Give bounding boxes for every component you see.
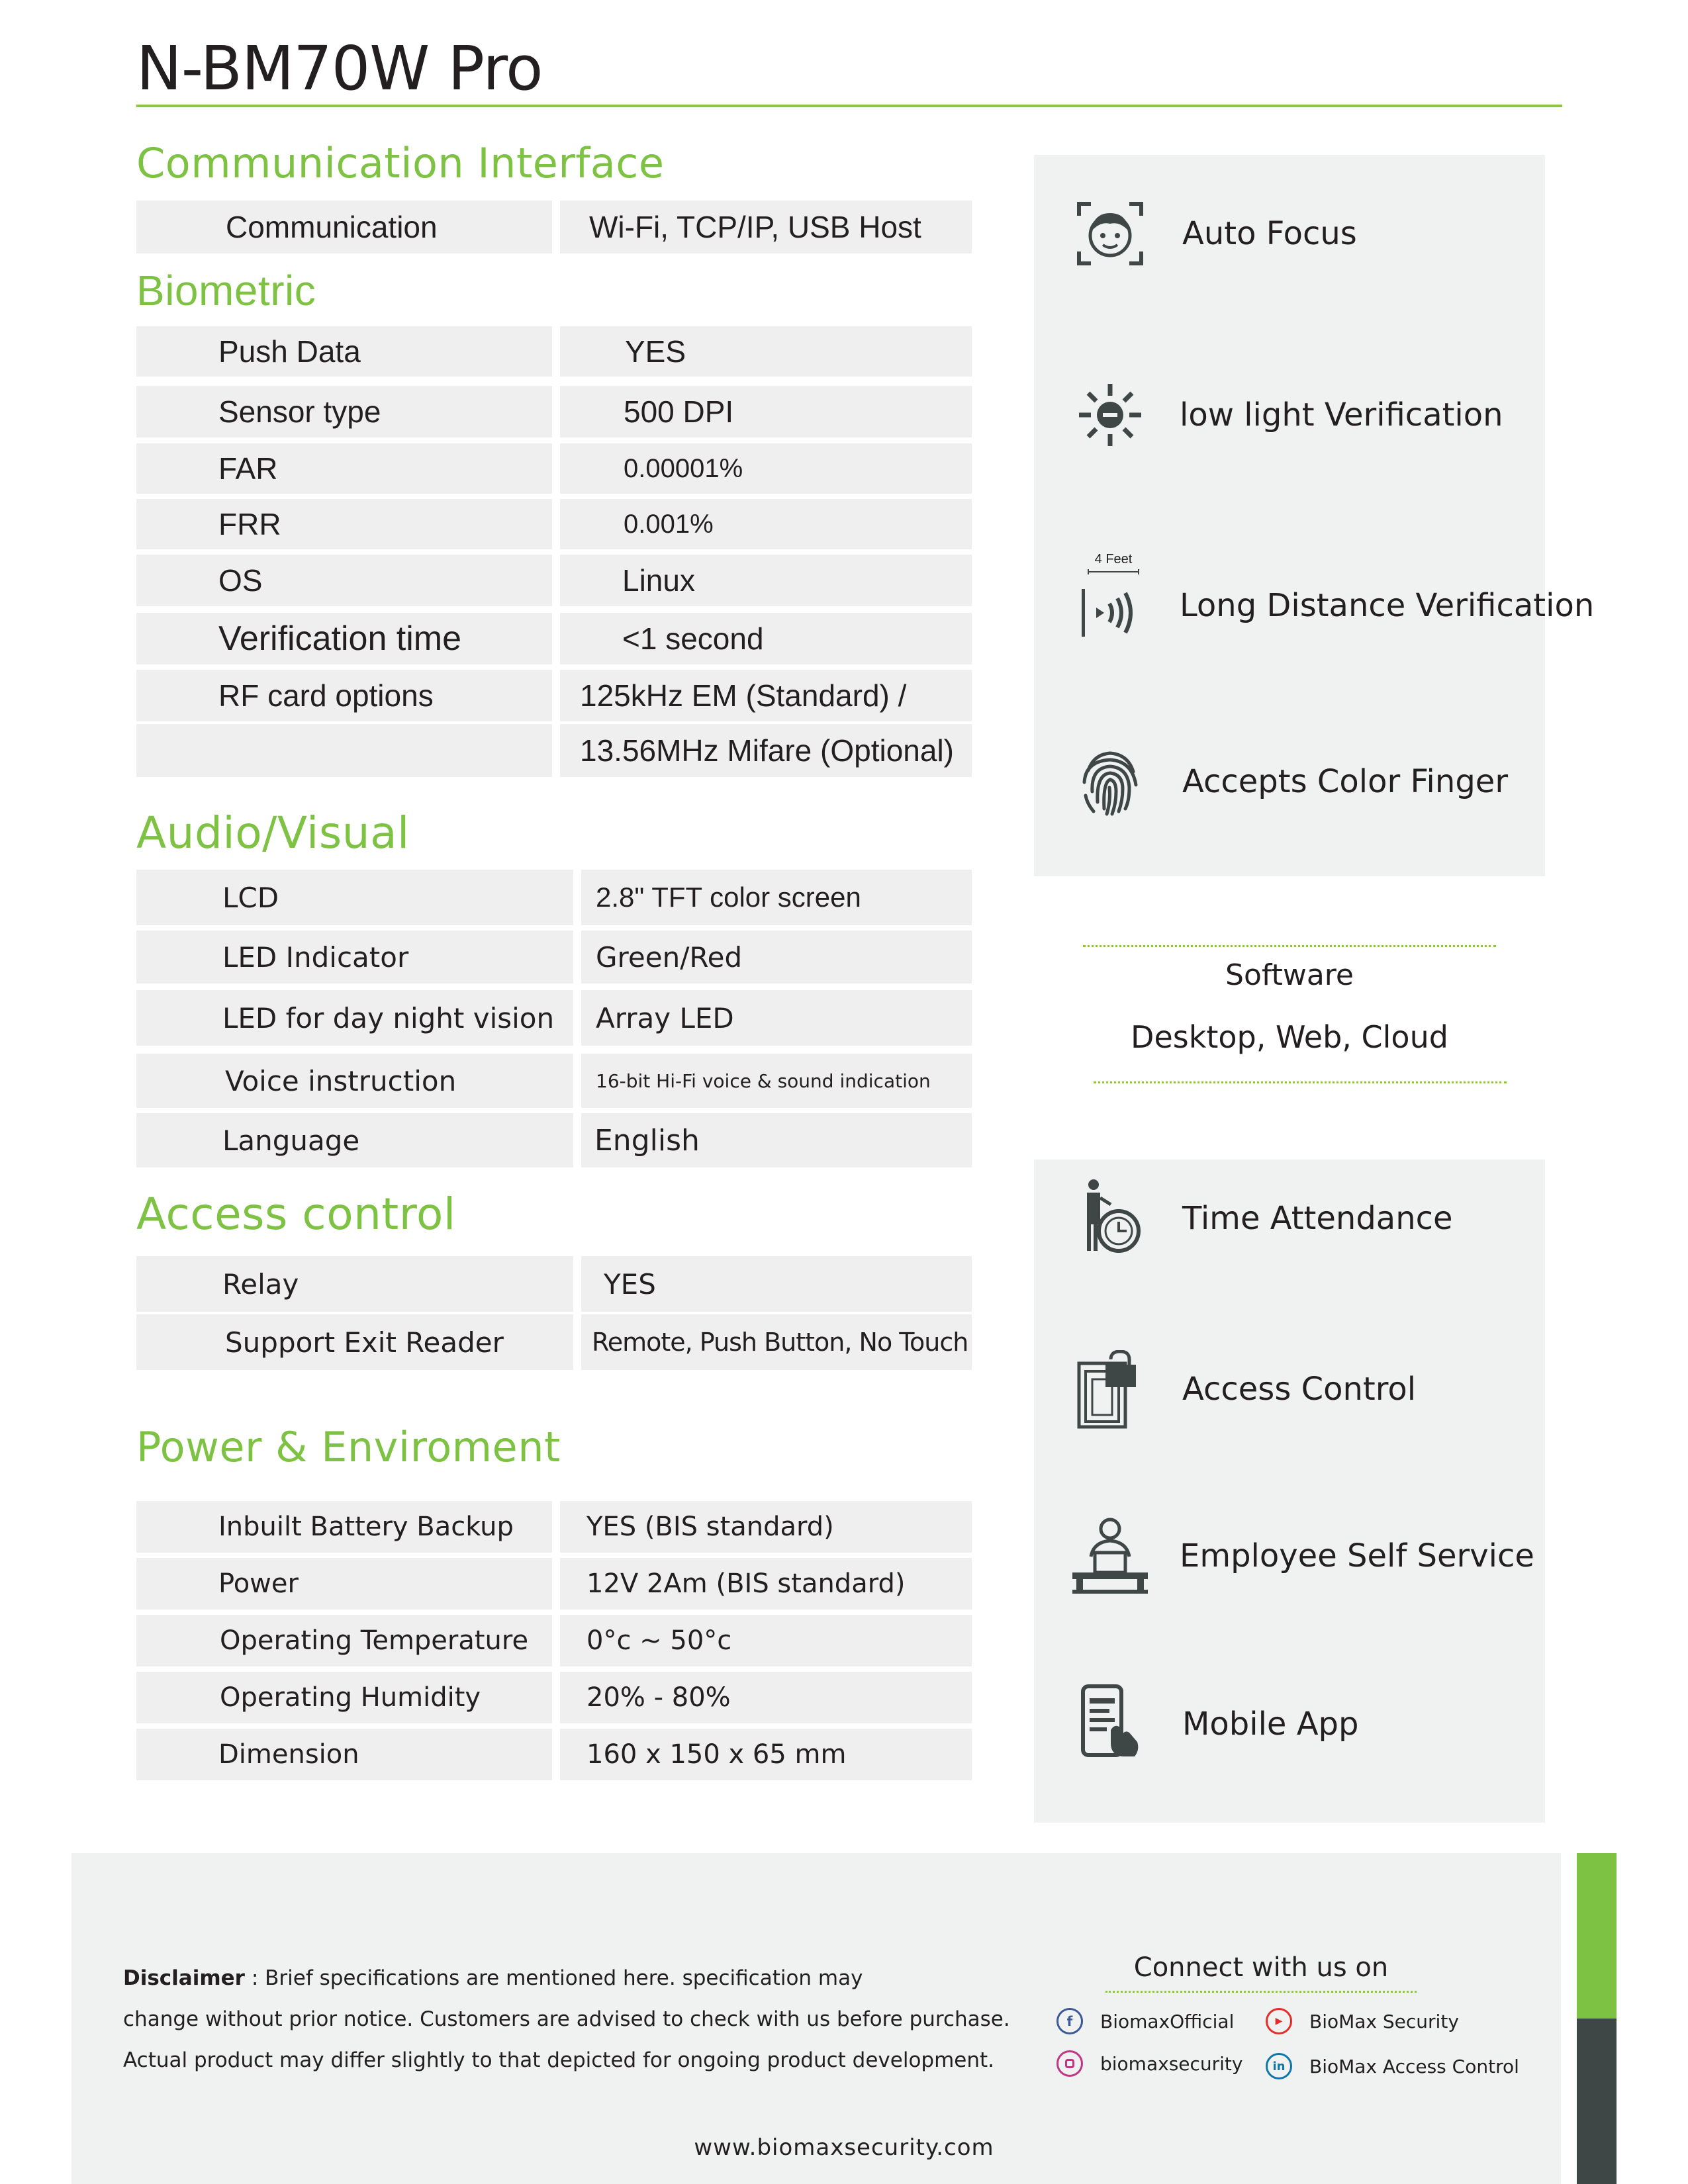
spec-value: Array LED [581, 990, 972, 1046]
spec-value: 0°c ~ 50°c [560, 1615, 972, 1666]
spec-label: Operating Temperature [136, 1615, 552, 1666]
spec-label: Sensor type [136, 386, 552, 437]
spec-label: FAR [136, 443, 552, 494]
spec-row-rf-card-2 [136, 724, 972, 777]
spec-label: Relay [136, 1256, 573, 1312]
feature-low-light [1034, 365, 1545, 465]
feature-auto-focus-row [1034, 184, 1545, 283]
spec-label: Verification time [136, 613, 552, 664]
spec-label: Voice instruction [136, 1054, 573, 1108]
spec-value: 20% - 80% [560, 1672, 972, 1723]
spec-label: FRR [136, 499, 552, 549]
connect-title: Connect with us on [1133, 1952, 1389, 1983]
website-link[interactable]: www.biomaxsecurity.com [694, 2134, 994, 2161]
module-employee-self-service [1034, 1506, 1545, 1606]
spec-row-communication [136, 201, 972, 253]
section-heading-access-control: Access control [136, 1189, 456, 1240]
sun-icon [1074, 379, 1147, 451]
module-access-control [1034, 1340, 1545, 1439]
spec-row-humidity [136, 1672, 972, 1723]
social-youtube-label: BioMax Security [1309, 2010, 1459, 2032]
spec-label: Dimension [136, 1729, 552, 1780]
time-attendance-icon [1074, 1178, 1147, 1257]
title-divider [136, 105, 1562, 107]
spec-value: 16-bit Hi-Fi voice & sound indication [581, 1054, 972, 1108]
social-youtube[interactable] [1266, 2008, 1459, 2034]
spec-label: OS [136, 555, 552, 606]
disclaimer-line-1: : Brief specifications are mentioned here. specification may [244, 1966, 863, 1990]
spec-row-led-day-night [136, 990, 972, 1046]
spec-row-os [136, 555, 972, 606]
spec-value: 2.8" TFT color screen [581, 870, 972, 925]
spec-row-led-indicator [136, 931, 972, 983]
disclaimer-line-3: Actual product may differ slightly to that depicted for ongoing product development. [123, 2048, 995, 2072]
spec-value: YES [581, 1256, 972, 1312]
connect-divider [1105, 1991, 1417, 1993]
spec-value: English [581, 1113, 972, 1167]
spec-label: LCD [136, 870, 573, 925]
linkedin-icon: in [1266, 2053, 1292, 2079]
social-instagram[interactable] [1056, 2050, 1243, 2077]
face-focus-icon [1074, 197, 1147, 270]
software-divider-top [1083, 945, 1496, 947]
spec-value: YES [560, 326, 972, 377]
spec-value: 500 DPI [560, 386, 972, 437]
spec-value: Green/Red [581, 931, 972, 983]
spec-value: 160 x 150 x 65 mm [560, 1729, 972, 1780]
spec-label: Power [136, 1558, 552, 1610]
feature-label: Long Distance Verification [1180, 587, 1595, 624]
spec-label: Support Exit Reader [136, 1314, 573, 1370]
section-heading-biometric: Biometric [136, 267, 316, 314]
spec-label [136, 724, 552, 777]
disclaimer-line-2: change without prior notice. Customers are advised to check with us before purchase. [123, 2007, 1010, 2031]
spec-label: LED Indicator [136, 931, 573, 983]
spec-row-frr [136, 499, 972, 549]
spec-row-voice-instruction [136, 1054, 972, 1108]
spec-row-exit-reader [136, 1314, 972, 1370]
spec-value: Linux [560, 555, 972, 606]
social-linkedin-label: BioMax Access Control [1309, 2055, 1519, 2077]
youtube-icon: ▶ [1266, 2008, 1292, 2034]
product-title: N-BM70W Pro [136, 33, 543, 104]
module-label: Employee Self Service [1180, 1537, 1534, 1574]
social-facebook[interactable] [1056, 2008, 1234, 2034]
spec-row-verification-time [136, 613, 972, 664]
spec-value: 125kHz EM (Standard) / [560, 670, 972, 721]
social-instagram-label: biomaxsecurity [1100, 2052, 1243, 2075]
spec-label: Operating Humidity [136, 1672, 552, 1723]
spec-row-sensor-type [136, 386, 972, 437]
module-time-attendance [1034, 1169, 1545, 1268]
disclaimer [123, 1958, 1037, 2081]
social-linkedin[interactable] [1266, 2053, 1519, 2079]
facebook-icon: f [1056, 2008, 1083, 2034]
spec-value: 0.001% [560, 499, 972, 549]
software-platforms: Desktop, Web, Cloud [1131, 1019, 1448, 1055]
door-lock-icon [1074, 1350, 1147, 1430]
software-title: Software [1225, 958, 1354, 992]
section-heading-communication: Communication Interface [136, 139, 665, 187]
spec-label: Communication [136, 201, 552, 253]
spec-value: <1 second [560, 613, 972, 664]
spec-row-language [136, 1113, 972, 1167]
spec-value: YES (BIS standard) [560, 1501, 972, 1553]
module-label: Mobile App [1182, 1706, 1359, 1743]
disclaimer-label: Disclaimer [123, 1966, 245, 1990]
spec-row-dimension [136, 1729, 972, 1780]
spec-label: RF card options [136, 670, 552, 721]
spec-value: 0.00001% [560, 443, 972, 494]
distance-signal-icon [1074, 569, 1153, 649]
spec-row-battery [136, 1501, 972, 1553]
distance-caption: 4 Feet [1094, 552, 1133, 567]
spec-label: Inbuilt Battery Backup [136, 1501, 552, 1553]
feature-label: low light Verification [1180, 396, 1503, 433]
employee-desk-icon [1067, 1516, 1153, 1595]
fingerprint-icon [1074, 745, 1147, 818]
feature-label: Auto Focus [1182, 215, 1357, 252]
section-heading-audio-visual: Audio/Visual [136, 807, 410, 858]
feature-color-finger [1034, 732, 1545, 831]
spec-row-relay [136, 1256, 972, 1312]
mobile-app-icon [1074, 1684, 1147, 1763]
feature-long-distance [1034, 549, 1595, 655]
spec-label: Push Data [136, 326, 552, 377]
spec-value: Remote, Push Button, No Touch [581, 1314, 972, 1370]
spec-label: Language [136, 1113, 573, 1167]
module-label: Time Attendance [1182, 1200, 1453, 1237]
spec-row-rf-card [136, 670, 972, 721]
spec-row-lcd [136, 870, 972, 925]
feature-label: Accepts Color Finger [1182, 763, 1509, 800]
spec-row-push-data [136, 326, 972, 377]
spec-row-power [136, 1558, 972, 1610]
module-label: Access Control [1182, 1371, 1417, 1408]
software-divider-bottom [1094, 1081, 1507, 1083]
spec-row-temperature [136, 1615, 972, 1666]
spec-value: 12V 2Am (BIS standard) [560, 1558, 972, 1610]
spec-label: LED for day night vision [136, 990, 573, 1046]
social-facebook-label: BiomaxOfficial [1100, 2010, 1235, 2032]
module-mobile-app [1034, 1674, 1545, 1774]
spec-row-far [136, 443, 972, 494]
instagram-icon [1056, 2050, 1083, 2077]
spec-value: 13.56MHz Mifare (Optional) [560, 724, 972, 777]
side-accent-green [1577, 1853, 1617, 2019]
spec-value: Wi-Fi, TCP/IP, USB Host [560, 201, 972, 253]
section-heading-power: Power & Enviroment [136, 1423, 561, 1471]
